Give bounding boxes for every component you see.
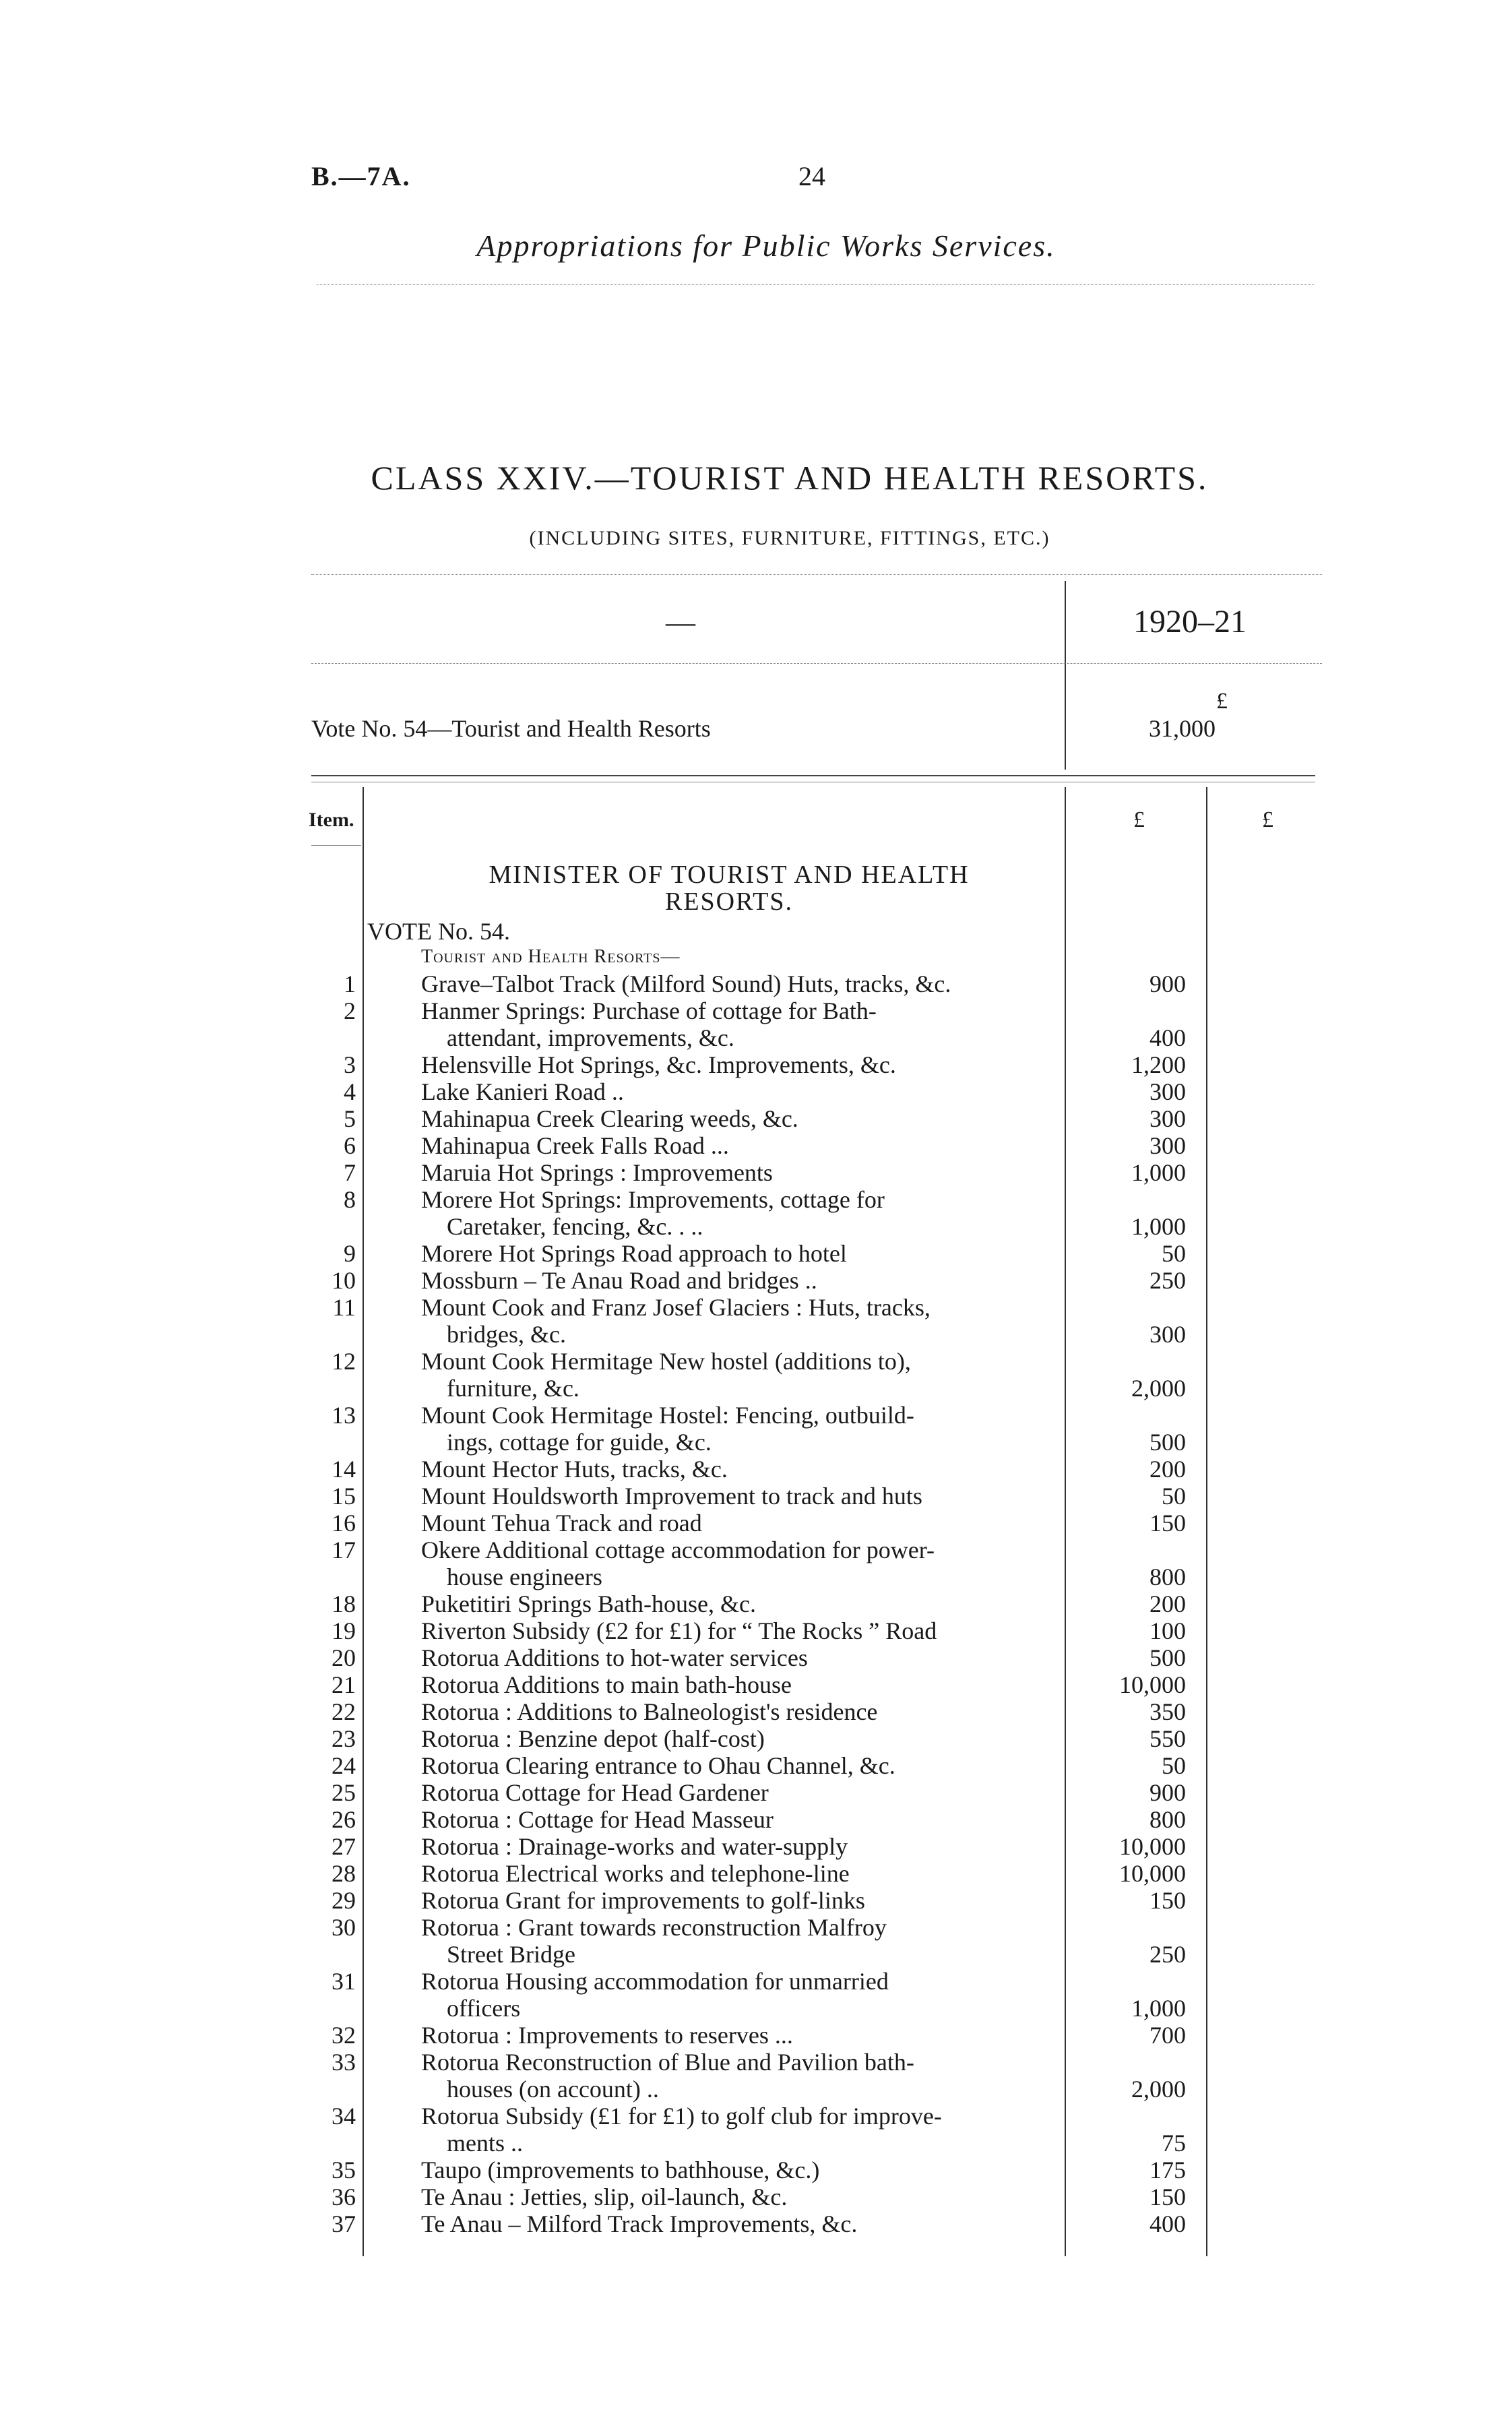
item-amount: 250 [1149, 1941, 1186, 1968]
item-row [0, 2183, 1512, 2210]
item-amount: 900 [1149, 1779, 1186, 1806]
item-description-continuation: Street Bridge [447, 1941, 575, 1968]
item-row [0, 1860, 1512, 1887]
item-description [421, 1456, 1054, 1483]
item-description [421, 1779, 1054, 1806]
item-description [421, 1510, 1054, 1537]
item-description-line: Rotorua : Benzine depot (half-cost) [421, 1725, 765, 1752]
header-divider [317, 284, 1314, 285]
item-description-continuation: houses (on account) .. [447, 2076, 659, 2103]
item-description [421, 1159, 1054, 1186]
item-description [421, 2157, 1054, 2183]
item-row [0, 1105, 1512, 1132]
item-amount: 1,000 [1131, 1213, 1186, 1240]
page-title: Appropriations for Public Works Services. [476, 228, 1056, 263]
item-row [0, 1968, 1512, 2022]
item-row [0, 1159, 1512, 1186]
item-row [0, 1644, 1512, 1671]
item-number: 20 [332, 1644, 356, 1671]
item-amount: 900 [1149, 970, 1186, 997]
item-row [0, 1779, 1512, 1806]
vote-label: Vote No. 54—Tourist and Health Resorts [311, 715, 711, 742]
item-number: 32 [332, 2022, 356, 2049]
section-title-line-2: RESORTS. [664, 888, 794, 916]
item-amount: 200 [1149, 1590, 1186, 1617]
item-description [421, 2049, 1054, 2103]
item-row [0, 1537, 1512, 1590]
item-amount: 250 [1149, 1267, 1186, 1294]
item-description [421, 1617, 1054, 1644]
item-description-line: Maruia Hot Springs : Improvements [421, 1159, 773, 1186]
item-row [0, 1914, 1512, 1968]
item-number: 8 [344, 1186, 356, 1213]
item-description [421, 1105, 1054, 1132]
item-row [0, 2049, 1512, 2103]
item-number: 25 [332, 1779, 356, 1806]
item-amount: 550 [1149, 1725, 1186, 1752]
item-description-line: Mount Hector Huts, tracks, &c. [421, 1456, 728, 1483]
summary-mid-rule [311, 663, 1322, 664]
item-number: 3 [344, 1051, 356, 1078]
item-amount: 50 [1162, 1240, 1186, 1267]
item-description-line: Riverton Subsidy (£2 for £1) for “ The Rocks ” Road [421, 1617, 937, 1644]
item-description [421, 1968, 1054, 2022]
summary-column-divider [1065, 581, 1066, 770]
item-row [0, 970, 1512, 997]
item-list [0, 970, 1512, 2237]
item-description-line: Mossburn – Te Anau Road and bridges .. [421, 1267, 817, 1294]
item-description [421, 1240, 1054, 1267]
item-row [0, 1698, 1512, 1725]
item-description-line: Helensville Hot Springs, &c. Improvements, &c. [421, 1051, 896, 1078]
item-row [0, 1186, 1512, 1240]
item-description-line: Morere Hot Springs: Improvements, cottage for [421, 1186, 885, 1213]
item-amount: 800 [1149, 1806, 1186, 1833]
item-description [421, 1132, 1054, 1159]
item-row [0, 1671, 1512, 1698]
item-header-rule [311, 845, 361, 846]
item-amount: 50 [1162, 1483, 1186, 1510]
item-number: 35 [332, 2157, 356, 2183]
item-number: 27 [332, 1833, 356, 1860]
item-number: 34 [332, 2103, 356, 2130]
item-description-line: Morere Hot Springs Road approach to hotel [421, 1240, 847, 1267]
item-description [421, 1752, 1054, 1779]
item-description [421, 1051, 1054, 1078]
item-description-line: Mount Houldsworth Improvement to track and huts [421, 1483, 922, 1510]
class-subtitle: (INCLUDING SITES, FURNITURE, FITTINGS, ETC.) [529, 527, 1050, 549]
item-number: 19 [332, 1617, 356, 1644]
item-description-continuation: Caretaker, fencing, &c. . .. [447, 1213, 703, 1240]
item-description-line: Rotorua Additions to main bath-house [421, 1671, 792, 1698]
item-description-line: Mount Cook and Franz Josef Glaciers : Huts, tracks, [421, 1294, 931, 1321]
item-row [0, 2103, 1512, 2157]
item-row [0, 2157, 1512, 2183]
item-number: 26 [332, 1806, 356, 1833]
item-description-line: Grave–Talbot Track (Milford Sound) Huts, tracks, &c. [421, 970, 951, 997]
item-description [421, 1348, 1054, 1402]
item-description [421, 1887, 1054, 1914]
item-description-continuation: bridges, &c. [447, 1321, 566, 1348]
item-row [0, 1725, 1512, 1752]
item-description [421, 1402, 1054, 1456]
item-description [421, 2022, 1054, 2049]
item-number: 36 [332, 2183, 356, 2210]
item-number: 31 [332, 1968, 356, 1995]
item-description-line: Mahinapua Creek Falls Road ... [421, 1132, 729, 1159]
item-description [421, 970, 1054, 997]
document-reference: B.—7A. [311, 161, 411, 191]
item-amount: 175 [1149, 2157, 1186, 2183]
item-description [421, 1833, 1054, 1860]
item-number: 5 [344, 1105, 356, 1132]
item-row [0, 1456, 1512, 1483]
resorts-subheading: Tourist and Health Resorts— [421, 946, 681, 967]
item-description [421, 1725, 1054, 1752]
item-description-continuation: house engineers [447, 1563, 602, 1590]
item-row [0, 1833, 1512, 1860]
item-amount: 10,000 [1119, 1860, 1186, 1887]
item-number: 13 [332, 1402, 356, 1429]
item-number: 33 [332, 2049, 356, 2076]
item-row [0, 1051, 1512, 1078]
item-description [421, 1483, 1054, 1510]
item-description [421, 1914, 1054, 1968]
item-number: 7 [344, 1159, 356, 1186]
item-description-continuation: attendant, improvements, &c. [447, 1024, 734, 1051]
item-description-line: Rotorua Cottage for Head Gardener [421, 1779, 769, 1806]
item-number: 24 [332, 1752, 356, 1779]
item-amount: 500 [1149, 1644, 1186, 1671]
vote-pound-sign: £ [1216, 689, 1228, 714]
item-amount: 10,000 [1119, 1833, 1186, 1860]
item-description-line: Rotorua : Additions to Balneologist's residence [421, 1698, 878, 1725]
item-amount: 500 [1149, 1429, 1186, 1456]
item-description-line: Rotorua Grant for improvements to golf-links [421, 1887, 865, 1914]
item-amount: 1,000 [1131, 1159, 1186, 1186]
vote-number: VOTE No. 54. [367, 918, 510, 945]
item-amount: 1,000 [1131, 1995, 1186, 2022]
item-amount: 150 [1149, 2183, 1186, 2210]
item-number: 1 [344, 970, 356, 997]
item-row [0, 1590, 1512, 1617]
vote-amount: 31,000 [1149, 715, 1216, 742]
financial-year-heading: 1920–21 [1133, 604, 1247, 640]
item-row [0, 1402, 1512, 1456]
item-description [421, 2183, 1054, 2210]
item-number: 11 [332, 1294, 356, 1321]
item-description-continuation: officers [447, 1995, 521, 2022]
item-description-line: Rotorua Reconstruction of Blue and Pavilion bath- [421, 2049, 914, 2076]
item-description [421, 1671, 1054, 1698]
item-number: 22 [332, 1698, 356, 1725]
item-description-line: Puketitiri Springs Bath-house, &c. [421, 1590, 756, 1617]
item-row [0, 2210, 1512, 2237]
item-row [0, 1806, 1512, 1833]
item-number: 37 [332, 2210, 356, 2237]
item-description-line: Mount Cook Hermitage Hostel: Fencing, outbuild- [421, 1402, 914, 1429]
item-description-line: Rotorua : Drainage-works and water-supply [421, 1833, 848, 1860]
item-row [0, 2022, 1512, 2049]
item-description [421, 1590, 1054, 1617]
item-amount: 150 [1149, 1510, 1186, 1537]
item-description-line: Taupo (improvements to bathhouse, &c.) [421, 2157, 820, 2183]
item-amount: 700 [1149, 2022, 1186, 2049]
item-row [0, 1078, 1512, 1105]
summary-heading-dash: — [666, 606, 695, 639]
item-row [0, 1510, 1512, 1537]
item-amount: 1,200 [1131, 1051, 1186, 1078]
item-number: 9 [344, 1240, 356, 1267]
item-column-header: Item. [309, 809, 354, 831]
item-number: 16 [332, 1510, 356, 1537]
item-description [421, 1860, 1054, 1887]
item-row [0, 1267, 1512, 1294]
item-number: 17 [332, 1537, 356, 1563]
item-number: 23 [332, 1725, 356, 1752]
item-description-line: Rotorua : Improvements to reserves ... [421, 2022, 793, 2049]
item-description-line: Te Anau – Milford Track Improvements, &c. [421, 2210, 858, 2237]
item-amount: 300 [1149, 1105, 1186, 1132]
item-description-line: Te Anau : Jetties, slip, oil-launch, &c. [421, 2183, 788, 2210]
page-number: 24 [798, 161, 825, 191]
item-number: 2 [344, 997, 356, 1024]
item-description [421, 1267, 1054, 1294]
item-description-line: Mahinapua Creek Clearing weeds, &c. [421, 1105, 798, 1132]
item-description-line: Rotorua Clearing entrance to Ohau Channel, &c. [421, 1752, 895, 1779]
item-amount: 300 [1149, 1078, 1186, 1105]
item-number: 29 [332, 1887, 356, 1914]
item-description [421, 1698, 1054, 1725]
section-title [399, 861, 1059, 915]
class-title: CLASS XXIV.—TOURIST AND HEALTH RESORTS. [371, 459, 1209, 497]
item-description-line: Rotorua Subsidy (£1 for £1) to golf club for improve- [421, 2103, 942, 2130]
item-number: 28 [332, 1860, 356, 1887]
item-row [0, 1483, 1512, 1510]
item-amount: 100 [1149, 1617, 1186, 1644]
item-row [0, 1132, 1512, 1159]
item-amount: 300 [1149, 1321, 1186, 1348]
item-number: 18 [332, 1590, 356, 1617]
item-description-line: Rotorua : Grant towards reconstruction Malfroy [421, 1914, 887, 1941]
item-description-continuation: furniture, &c. [447, 1375, 579, 1402]
item-amount: 150 [1149, 1887, 1186, 1914]
item-description [421, 1537, 1054, 1590]
item-amount: 400 [1149, 1024, 1186, 1051]
item-row [0, 1617, 1512, 1644]
item-description-line: Lake Kanieri Road .. [421, 1078, 624, 1105]
item-description-line: Hanmer Springs: Purchase of cottage for Bath- [421, 997, 877, 1024]
item-row [0, 1752, 1512, 1779]
item-number: 12 [332, 1348, 356, 1375]
item-description-line: Rotorua Housing accommodation for unmarried [421, 1968, 889, 1995]
item-row [0, 997, 1512, 1051]
item-amount: 200 [1149, 1456, 1186, 1483]
item-description [421, 2210, 1054, 2237]
item-amount: 2,000 [1131, 2076, 1186, 2103]
item-description-line: Rotorua Additions to hot-water services [421, 1644, 808, 1671]
item-description-continuation: ings, cottage for guide, &c. [447, 1429, 712, 1456]
item-amount: 75 [1162, 2130, 1186, 2157]
item-number: 21 [332, 1671, 356, 1698]
item-description-continuation: ments .. [447, 2130, 523, 2157]
amount-pound-header: £ [1133, 807, 1145, 832]
item-number: 6 [344, 1132, 356, 1159]
item-description [421, 1294, 1054, 1348]
item-description-line: Mount Cook Hermitage New hostel (additions to), [421, 1348, 911, 1375]
item-description [421, 2103, 1054, 2157]
item-amount: 10,000 [1119, 1671, 1186, 1698]
item-row [0, 1348, 1512, 1402]
item-number: 30 [332, 1914, 356, 1941]
item-description-line: Mount Tehua Track and road [421, 1510, 702, 1537]
item-amount: 50 [1162, 1752, 1186, 1779]
item-number: 10 [332, 1267, 356, 1294]
item-description [421, 997, 1054, 1051]
item-description [421, 1186, 1054, 1240]
item-amount: 350 [1149, 1698, 1186, 1725]
item-description [421, 1644, 1054, 1671]
item-number: 14 [332, 1456, 356, 1483]
item-row [0, 1887, 1512, 1914]
item-amount: 800 [1149, 1563, 1186, 1590]
item-description [421, 1806, 1054, 1833]
item-amount: 2,000 [1131, 1375, 1186, 1402]
item-row [0, 1294, 1512, 1348]
item-amount: 300 [1149, 1132, 1186, 1159]
item-number: 4 [344, 1078, 356, 1105]
item-number: 15 [332, 1483, 356, 1510]
item-description-line: Rotorua Electrical works and telephone-line [421, 1860, 850, 1887]
item-description [421, 1078, 1054, 1105]
item-description-line: Rotorua : Cottage for Head Masseur [421, 1806, 774, 1833]
summary-bottom-rule [311, 775, 1315, 776]
item-description-line: Okere Additional cottage accommodation for power- [421, 1537, 935, 1563]
section-title-line-1: MINISTER OF TOURIST AND HEALTH [489, 861, 970, 889]
item-row [0, 1240, 1512, 1267]
item-amount: 400 [1149, 2210, 1186, 2237]
total-pound-header: £ [1262, 807, 1273, 832]
summary-top-rule [311, 574, 1322, 575]
